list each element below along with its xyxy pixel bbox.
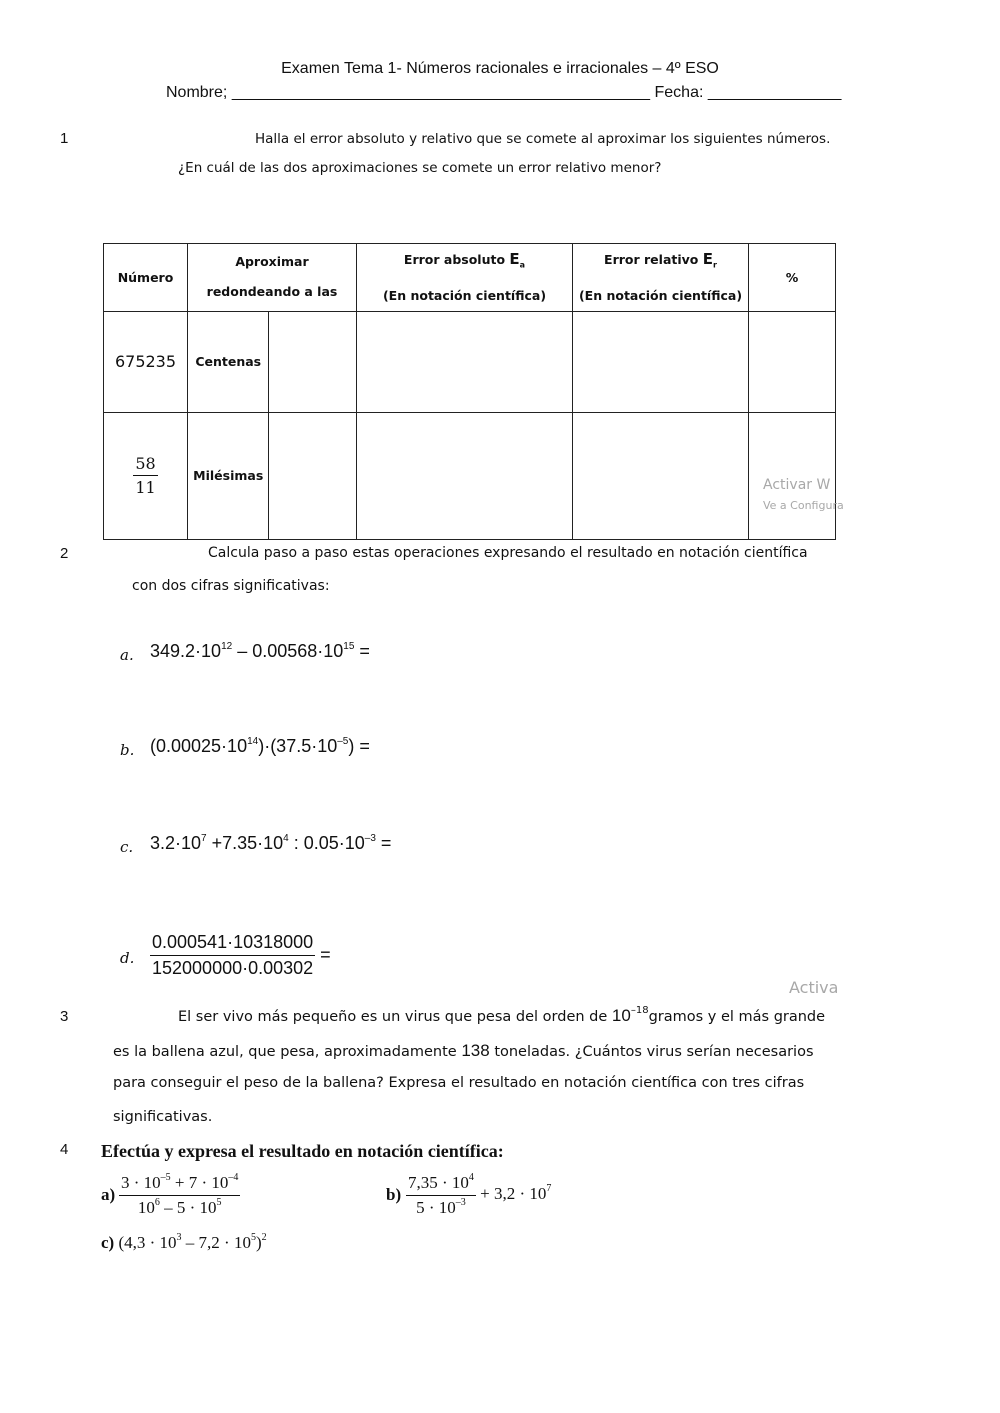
q4-a-den-exp-1: 6 [154,1197,160,1208]
date-label: Fecha: [654,84,704,101]
q4-a-den-part-1: 10 [137,1198,155,1217]
q2-c-exp-2: 4 [283,833,289,844]
q4-c-part-2: – 7,2 · 10 [181,1233,251,1252]
header-error-absoluto-sub: a [519,260,526,270]
question-3-line-3: para conseguir el peso de la ballena? Expresa el resultado en notación científica con tres cifras [113,1075,805,1091]
q4-b-expression [406,1173,551,1218]
q2-b-part-3: ) = [348,736,370,756]
name-field[interactable]: _______________________________________________ [231,84,651,101]
row-1-approx-cell[interactable] [269,311,357,412]
q2-c-part-1: 3.2·10 [150,833,202,853]
header-error-absoluto-text: Error absoluto [403,252,506,267]
header-error-relativo-line-1 [573,244,748,281]
q3-power-exp: –18 [630,1005,649,1016]
header-error-absoluto [357,244,573,312]
q2-a-exp-2: 15 [343,641,355,652]
activation-watermark-line-2: Ve a Configura [763,498,844,512]
row-1-percent-cell[interactable] [749,311,836,412]
q2-c-part-4: = [375,833,392,853]
header-percent: % [749,244,836,312]
q2-a-part-2: – 0.00568·10 [232,641,344,661]
question-2-number: 2 [60,545,69,562]
row-2-abs-error-cell[interactable] [357,412,573,539]
row-2-approx-cell[interactable] [269,412,357,539]
question-1-line-1: Halla el error absoluto y relativo que se comete al aproximar los siguientes números. [255,131,831,147]
q2-c-part-2: +7.35·10 [206,833,284,853]
q2-b-exp-2: –5 [337,736,349,747]
question-1-line-2: ¿En cuál de las dos aproximaciones se comete un error relativo menor? [178,160,662,176]
q2-a-part-3: = [354,641,370,661]
question-1-number: 1 [60,130,69,147]
exam-title: Examen Tema 1- Números racionales e irracionales – 4º ESO [281,60,719,77]
row-2-rel-error-cell[interactable] [573,412,749,539]
question-3-number: 3 [60,1008,69,1025]
q2-a-exp-1: 12 [221,641,233,652]
question-3-line-1 [178,1006,825,1026]
q4-a-num-part-1: 3 · 10 [121,1173,161,1192]
q2-b-part-2: )·(37.5·10 [258,736,338,756]
q4-a-den-exp-2: 5 [216,1197,222,1208]
q4-c-part-3: ) [255,1233,262,1252]
header-error-relativo-sub: r [713,260,717,270]
q3-power-base: 10 [611,1006,631,1025]
q4-b-num-exp-1: 4 [468,1172,474,1183]
fraction-numerator: 58 [133,454,157,476]
q4-a-numerator [119,1173,240,1196]
activation-watermark-2: Activa [789,978,839,997]
q4-c-exp-3: 2 [261,1232,267,1243]
q4-b-tail [480,1184,551,1203]
row-1-round: Centenas [188,311,269,412]
header-error-relativo-text: Error relativo [604,252,699,267]
q4-b-tail-part-1: + 3,2 · 10 [480,1184,547,1204]
question-3-line-1-b: gramos y el más grande [648,1009,826,1025]
q2-d-equals: = [320,944,331,965]
fraction-denominator: 11 [135,478,156,497]
header-aproximar-line-2: redondeando a las [206,284,338,300]
row-2-percent-cell[interactable] [749,412,844,539]
q2-c-part-3: : 0.05·10 [288,833,365,853]
q4-c-part-1: (4,3 · 10 [118,1233,177,1252]
q4-a-denominator [119,1196,240,1218]
q4-b-tail-exp-1: 7 [546,1183,552,1195]
question-3-line-2-a: es la ballena azul, que pesa, aproximadamente [113,1044,457,1060]
q4-c-exp-1: 3 [176,1232,182,1243]
q4-b-den-part-1: 5 · 10 [416,1198,456,1217]
error-table [103,243,844,540]
question-4-number: 4 [60,1141,69,1158]
q2-d-expression [150,932,331,979]
row-1-rel-error-cell[interactable] [573,311,749,412]
q2-d-denominator: 152000000·0.00302 [152,958,314,978]
q4-c-exp-2: 5 [250,1232,256,1243]
q2-c-label: c. [120,838,134,856]
header-error-absoluto-line-2: (En notación científica) [382,287,547,303]
q4-a-fraction [119,1173,240,1218]
row-1-number: 675235 [104,311,188,412]
q2-c-exp-1: 7 [201,833,207,844]
q4-a-num-part-2: + 7 · 10 [170,1173,229,1192]
fraction-58-11 [133,454,157,497]
header-error-relativo-symbol: E [702,250,713,268]
date-field[interactable]: _______________ [707,84,842,101]
question-3-line-1-a: El ser vivo más pequeño es un virus que pesa del orden de [178,1009,608,1025]
q4-a-den-part-2: – 5 · 10 [159,1198,217,1217]
header-numero: Número [104,244,188,312]
name-label: Nombre; [166,84,228,101]
row-2-round: Milésimas [188,412,269,539]
q4-b-numerator [406,1173,476,1196]
q3-tonnes-value: 138 [461,1041,490,1060]
q2-c-expression [150,833,391,854]
q4-a-num-exp-2: –4 [228,1172,239,1183]
question-2-line-2: con dos cifras significativas: [132,578,330,594]
header-error-absoluto-symbol: E [509,250,520,268]
question-3-line-2 [113,1041,814,1061]
q4-c-label: c) [101,1233,115,1252]
q4-b-den-exp-1: –3 [455,1197,466,1208]
q2-b-part-1: (0.00025·10 [150,736,248,756]
q2-d-label: d. [120,949,135,967]
question-3-line-4: significativas. [113,1109,213,1125]
q4-a-label: a) [101,1185,116,1204]
header-aproximar-line-1: Aproximar [235,254,309,270]
q2-a-label: a. [120,646,134,664]
q4-a-expression [119,1173,240,1218]
q2-b-label: b. [120,741,135,759]
q2-b-exp-1: 14 [247,736,259,747]
question-2-line-1: Calcula paso a paso estas operaciones expresando el resultado en notación científica [208,545,808,561]
activation-watermark-line-1: Activar W [763,476,831,493]
q4-b-fraction [406,1173,476,1218]
name-date-line [166,84,841,102]
q4-b-denominator [406,1196,476,1218]
q4-c-expression [101,1233,267,1253]
q2-c-exp-3: –3 [364,833,376,844]
header-error-relativo-line-2: (En notación científica) [578,287,743,303]
q4-a-num-exp-1: –5 [160,1172,171,1183]
row-2-number [104,412,188,539]
q4-b-label: b) [386,1185,402,1204]
row-1-abs-error-cell[interactable] [357,311,573,412]
q2-a-part-1: 349.2·10 [150,641,222,661]
q2-a-expression [150,641,370,662]
header-error-absoluto-line-1 [357,244,572,281]
header-error-relativo [573,244,749,312]
header-aproximar [188,244,357,312]
question-3-line-2-b: toneladas. ¿Cuántos virus serían necesarios [494,1044,814,1060]
q2-d-numerator: 0.000541·10318000 [150,932,315,956]
q4-b-num-part-1: 7,35 · 10 [408,1173,469,1192]
q2-d-fraction [150,932,315,979]
q2-b-expression [150,736,370,757]
question-4-title: Efectúa y expresa el resultado en notación científica: [101,1141,504,1161]
